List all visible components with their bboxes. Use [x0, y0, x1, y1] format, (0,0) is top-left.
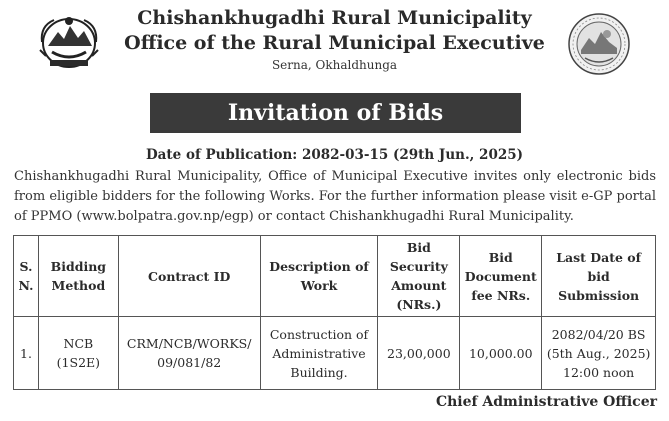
header-description: Description of Work	[260, 236, 378, 317]
header-bid-security: Bid Security Amount (NRs.)	[378, 236, 460, 317]
address: Serna, Okhaldhunga	[271, 58, 398, 72]
header-contract-id: Contract ID	[118, 236, 260, 317]
table-row	[14, 317, 656, 390]
cell-bidding-method: NCB (1S2E)	[38, 317, 118, 390]
header-sn: S. N.	[14, 236, 39, 317]
header-last-date: Last Date of bid Submission	[542, 236, 656, 317]
notice-title: Invitation of Bids	[150, 93, 521, 133]
publication-date: Date of Publication: 2082-03-15 (29th Jun., 2025)	[145, 147, 524, 163]
header-bidding-method: Bidding Method	[38, 236, 118, 317]
cell-sn: 1.	[14, 317, 39, 390]
cell-description: Construction of Administrative Building.	[260, 317, 378, 390]
cell-document-fee: 10,000.00	[460, 317, 542, 390]
office-name: Office of the Rural Municipal Executive	[124, 32, 545, 54]
table-header-row	[14, 236, 656, 317]
cell-contract-id: CRM/NCB/WORKS/ 09/081/82	[118, 317, 260, 390]
signatory-title: Chief Administrative Officer	[435, 394, 657, 410]
notice-body: Chishankhugadhi Rural Municipality, Office of Municipal Executive invites only electronic bids from eligible bidders for the following Works. For the further information please visit e-GP portal of PPMO (www.bolpatra.gov.np/egp) or contact Chishankhugadhi Rural Municipality.	[14, 169, 656, 224]
cell-last-date: 2082/04/20 BS (5th Aug., 2025) 12:00 noon	[542, 317, 656, 390]
header-document-fee: Bid Document fee NRs.	[460, 236, 542, 317]
letterhead	[0, 6, 669, 73]
organization-name: Chishankhugadhi Rural Municipality	[137, 7, 532, 29]
cell-bid-security: 23,00,000	[378, 317, 460, 390]
bids-table	[13, 235, 656, 390]
